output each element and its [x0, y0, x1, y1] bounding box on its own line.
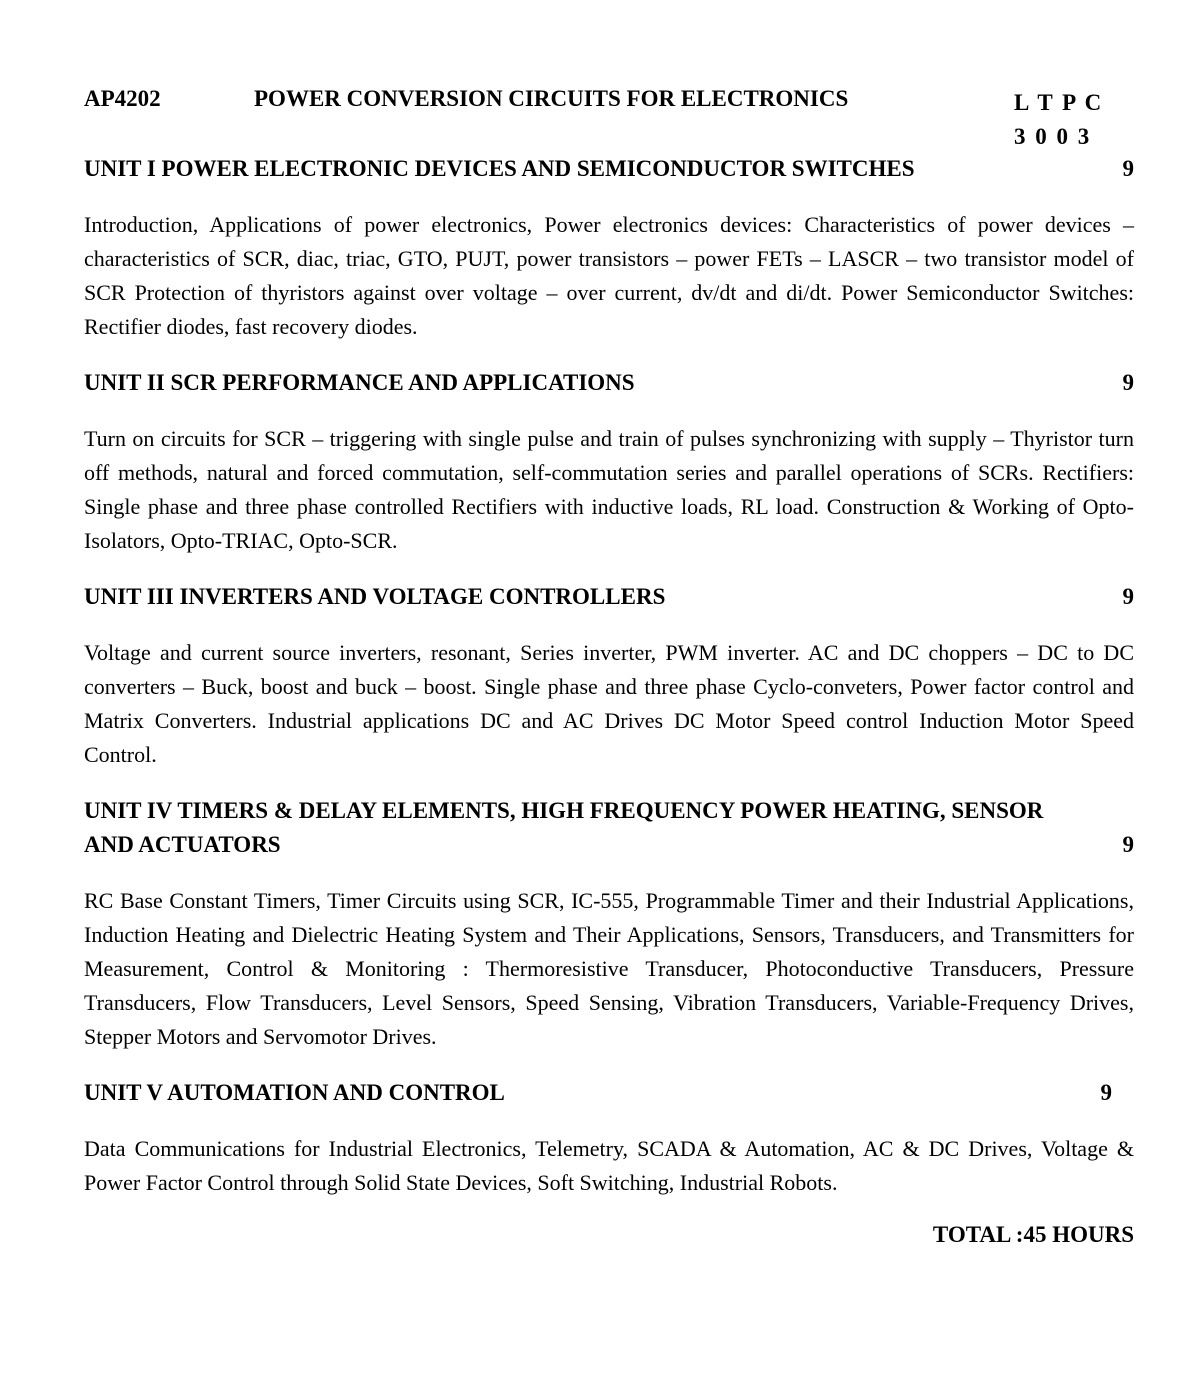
unit-title: UNIT III INVERTERS AND VOLTAGE CONTROLLERS	[84, 584, 666, 609]
unit-hours: 9	[1122, 156, 1134, 181]
course-title: POWER CONVERSION CIRCUITS FOR ELECTRONICS	[254, 86, 849, 111]
unit-title: UNIT IV TIMERS & DELAY ELEMENTS, HIGH FREQUENCY POWER HEATING, SENSOR AND ACTUATORS	[84, 798, 1044, 857]
unit-description: Voltage and current source inverters, resonant, Series inverter, PWM inverter. AC and DC choppers – DC to DC converters – Buck, boost and buck – boost. Single phase and three phase Cyclo-conveters, Power factor control and Matrix Converters. Industrial applications DC and AC Drives DC Motor Speed control Induction Motor Speed Control.	[84, 640, 1134, 767]
unit-heading	[84, 366, 1134, 400]
unit-title: UNIT II SCR PERFORMANCE AND APPLICATIONS	[84, 370, 635, 395]
ltpc-label: L T P C	[1014, 90, 1104, 115]
unit-heading	[84, 794, 1134, 862]
unit-hours: 9	[1122, 370, 1134, 395]
unit-description: Turn on circuits for SCR – triggering with single pulse and train of pulses synchronizing with supply – Thyristor turn off methods, natural and forced commutation, self-commutation series and parallel operations of SCRs. Rectifiers: Single phase and three phase controlled Rectifiers with inductive loads, RL load. Construction & Working of Opto- Isolators, Opto-TRIAC, Opto-SCR.	[84, 426, 1134, 553]
total-hours: TOTAL :45 HOURS	[932, 1222, 1134, 1247]
unit-description: RC Base Constant Timers, Timer Circuits using SCR, IC-555, Programmable Timer and their Industrial Applications, Induction Heating and Dielectric Heating System and Their Applications, Sensors, Transducers, and Transmitters for Measurement, Control & Monitoring : Thermoresistive Transducer, Photoconductive Transducers, Pressure Transducers, Flow Transducers, Level Sensors, Speed Sensing, Vibration Transducers, Variable-Frequency Drives, Stepper Motors and Servomotor Drives.	[84, 888, 1134, 1049]
ltpc-block	[1014, 86, 1103, 154]
unit-heading	[84, 580, 1134, 614]
unit-3	[84, 580, 1134, 772]
unit-2	[84, 366, 1134, 558]
unit-heading	[84, 152, 1134, 186]
course-header	[84, 84, 1134, 152]
unit-5	[84, 1076, 1134, 1200]
unit-description: Introduction, Applications of power electronics, Power electronics devices: Characteristics of power devices – characteristics of SCR, diac, triac, GTO, PUJT, power transistors – power FETs – LASCR – two transistor model of SCR Protection of thyristors against over voltage – over current, dv/dt and di/dt. Power Semiconductor Switches: Rectifier diodes, fast recovery diodes.	[84, 212, 1134, 339]
course-code: AP4202	[84, 86, 161, 111]
unit-4	[84, 794, 1134, 1054]
unit-title: UNIT I POWER ELECTRONIC DEVICES AND SEMICONDUCTOR SWITCHES	[84, 156, 915, 181]
unit-title: UNIT V AUTOMATION AND CONTROL	[84, 1080, 505, 1105]
unit-hours: 9	[1100, 1080, 1112, 1105]
unit-hours: 9	[1122, 584, 1134, 609]
unit-description: Data Communications for Industrial Electronics, Telemetry, SCADA & Automation, AC & DC Drives, Voltage & Power Factor Control through Solid State Devices, Soft Switching, Industrial Robots.	[84, 1136, 1134, 1195]
unit-heading	[84, 1076, 1134, 1110]
syllabus-page	[84, 84, 1134, 1248]
unit-1	[84, 152, 1134, 344]
unit-hours: 9	[1122, 832, 1134, 857]
ltpc-values: 3 0 0 3	[1014, 124, 1092, 149]
